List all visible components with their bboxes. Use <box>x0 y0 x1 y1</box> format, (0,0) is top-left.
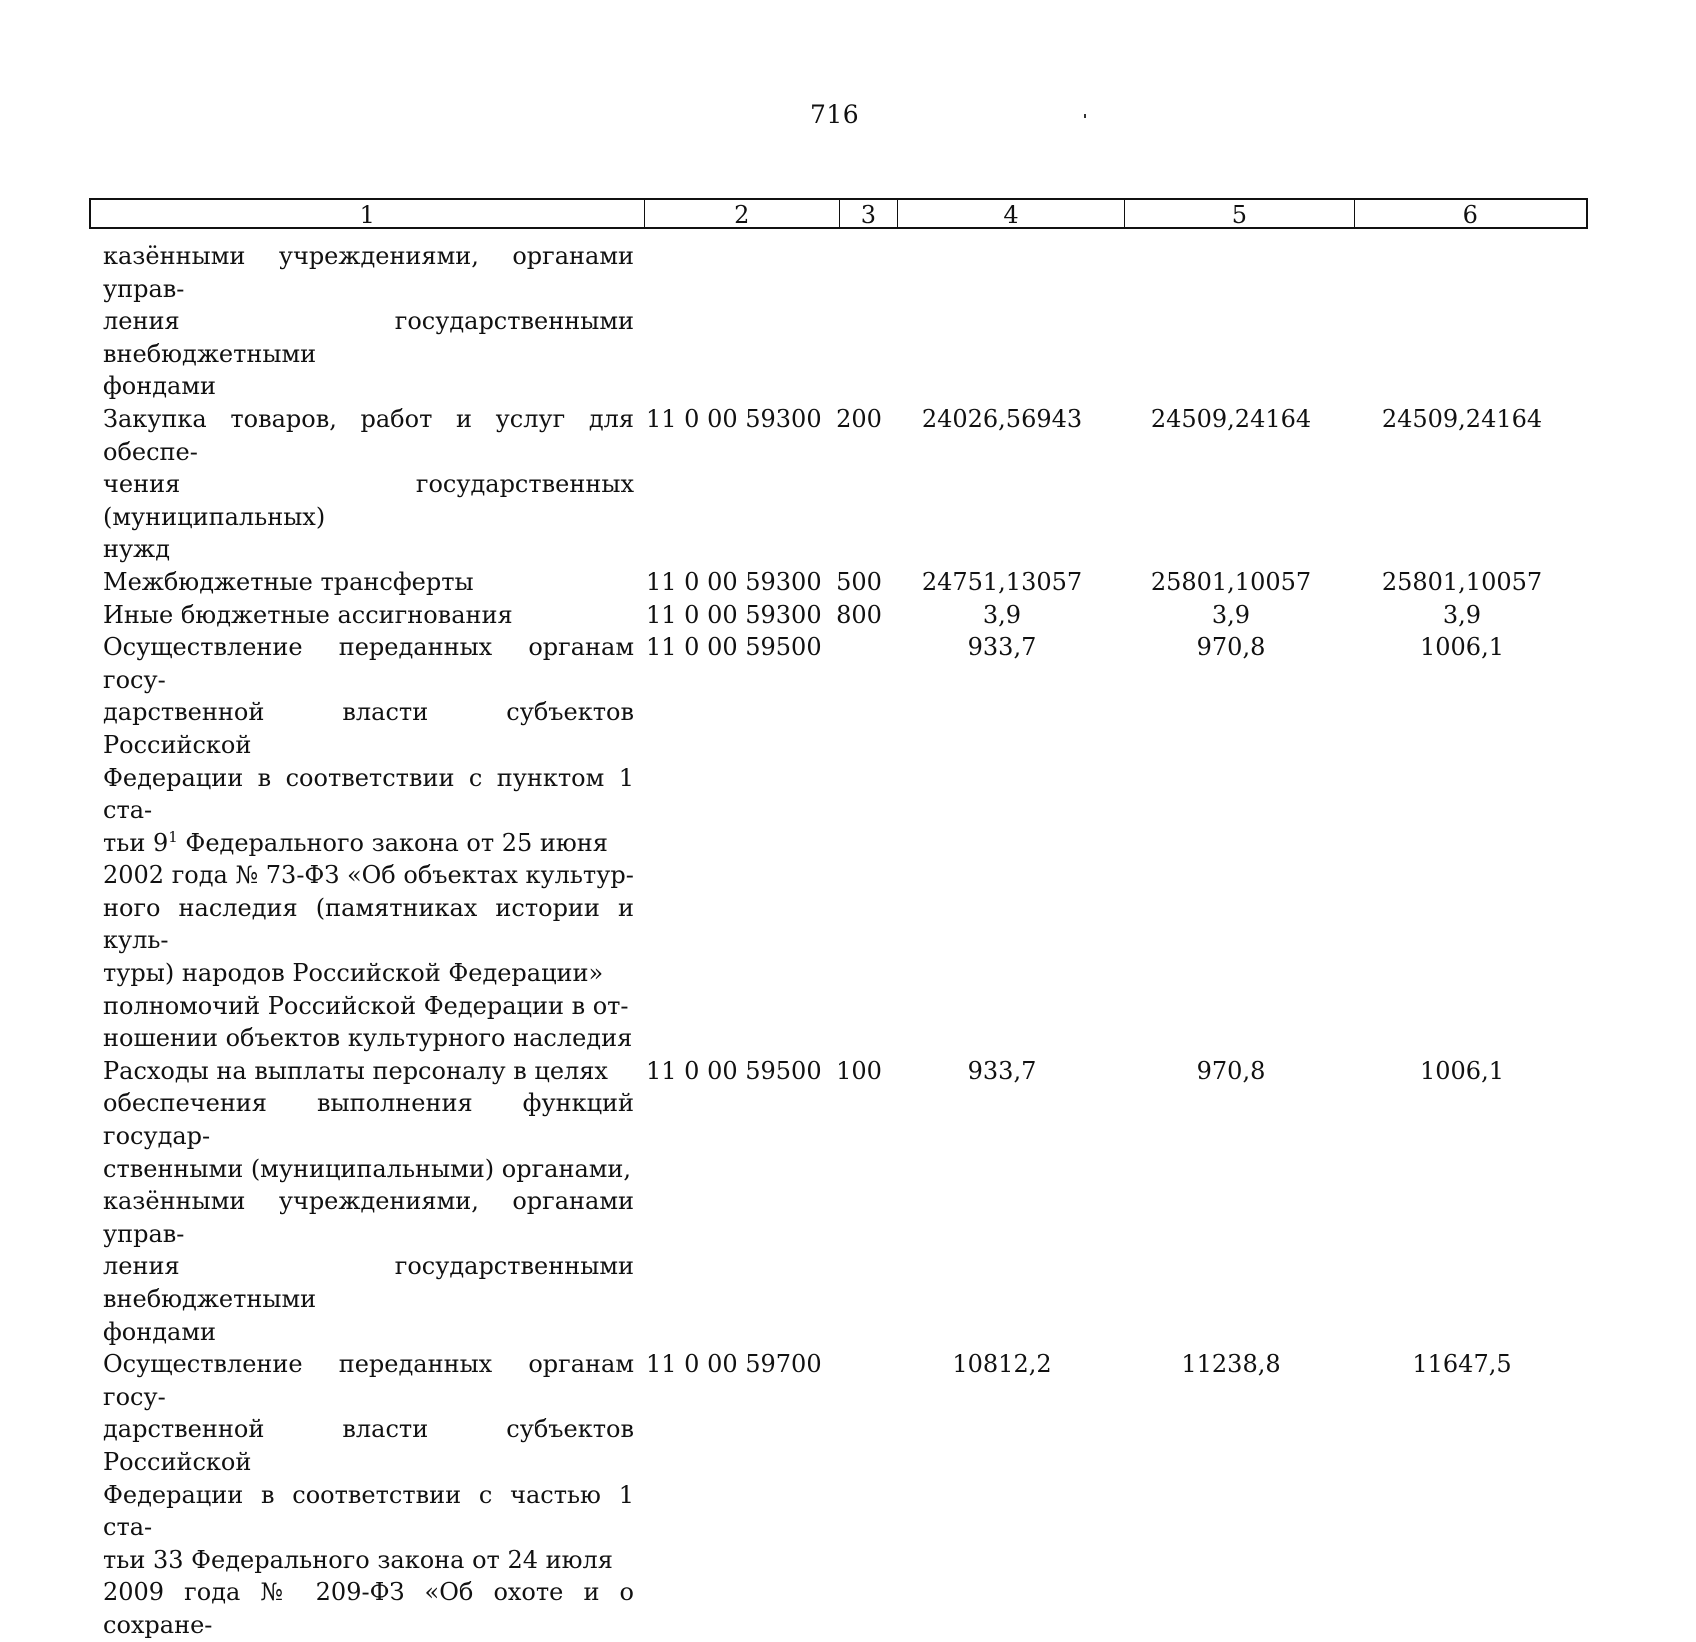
row-expense-type: 100 <box>836 1056 882 1085</box>
table-header <box>89 198 1588 229</box>
description-line: фондами <box>103 1317 216 1346</box>
row-value-col-4: 10812,2 <box>952 1350 1052 1379</box>
table-row <box>89 631 1588 1055</box>
row-target-code: 11 0 00 59500 <box>646 633 822 662</box>
row-value-col-5: 3,9 <box>1211 600 1251 629</box>
header-col-1: 1 <box>91 200 645 227</box>
row-value-col-5: 970,8 <box>1196 633 1266 662</box>
description-line: ления государственными внебюджетными <box>103 307 634 368</box>
row-value-col-6: 25801,10057 <box>1381 567 1543 596</box>
row-target-code: 11 0 00 59300 <box>646 404 822 433</box>
row-value-col-5: 970,8 <box>1196 1056 1266 1085</box>
row-description <box>89 403 634 566</box>
table-row <box>89 566 1588 599</box>
row-expense-type: 500 <box>836 567 882 596</box>
description-line: ношении объектов культурного наследия <box>103 1024 633 1053</box>
row-value-col-6: 11647,5 <box>1412 1350 1512 1379</box>
row-value-col-4: 24751,13057 <box>921 567 1083 596</box>
description-line: 2009 года № 209-ФЗ «Об охоте и о сохране- <box>103 1578 634 1639</box>
header-col-3: 3 <box>840 200 898 227</box>
page-number: 716 <box>810 100 860 129</box>
row-description <box>89 566 634 599</box>
row-value-col-6: 3,9 <box>1442 600 1482 629</box>
row-value-col-4: 933,7 <box>967 633 1037 662</box>
description-line: полномочий Российской Федерации в от- <box>103 991 629 1020</box>
description-line: фондами <box>103 372 216 401</box>
scan-speck <box>1084 114 1086 118</box>
row-description <box>89 599 634 632</box>
description-line: обеспечения выполнения функций государ- <box>103 1089 634 1151</box>
row-value-col-4: 3,9 <box>982 600 1022 629</box>
description-line: Закупка товаров, работ и услуг для обеспе- <box>103 404 634 466</box>
description-line: туры) народов Российской Федерации» <box>103 959 604 988</box>
header-col-2: 2 <box>645 200 840 227</box>
table-row <box>89 599 1588 632</box>
table-row <box>89 240 1588 403</box>
row-target-code: 11 0 00 59500 <box>646 1056 822 1085</box>
row-value-col-4: 933,7 <box>967 1056 1037 1085</box>
description-line: чения государственных (муниципальных) <box>103 470 634 531</box>
table-row <box>89 1348 1588 1641</box>
row-value-col-6: 24509,24164 <box>1381 404 1543 433</box>
description-line: дарственной власти субъектов Российской <box>103 1415 634 1476</box>
description-line: Иные бюджетные ассигнования <box>103 600 513 629</box>
row-expense-type: 200 <box>836 404 882 433</box>
description-line: Осуществление переданных органам госу- <box>103 1350 634 1411</box>
row-target-code: 11 0 00 59700 <box>646 1350 822 1379</box>
description-line: Межбюджетные трансферты <box>103 567 474 596</box>
description-line: Федерации в соответствии с пунктом 1 ста- <box>103 763 634 825</box>
row-description <box>89 631 634 1055</box>
description-line: Расходы на выплаты персоналу в целях <box>103 1056 608 1085</box>
row-value-col-6: 1006,1 <box>1420 633 1504 662</box>
row-value-col-4: 24026,56943 <box>921 404 1083 433</box>
description-line: казёнными учреждениями, органами управ- <box>103 242 634 303</box>
header-col-4: 4 <box>898 200 1125 227</box>
row-description <box>89 1348 634 1641</box>
row-target-code: 11 0 00 59300 <box>646 600 822 629</box>
description-line: 2002 года № 73-ФЗ «Об объектах культур- <box>103 861 634 890</box>
header-col-6: 6 <box>1462 201 1478 229</box>
row-value-col-5: 25801,10057 <box>1150 567 1312 596</box>
description-line: ления государственными внебюджетными <box>103 1252 634 1313</box>
description-line: ственными (муниципальными) органами, <box>103 1154 632 1183</box>
row-target-code: 11 0 00 59300 <box>646 567 822 596</box>
row-description <box>89 1055 634 1348</box>
table-row <box>89 1055 1588 1348</box>
table-body <box>89 240 1588 1642</box>
row-value-col-5: 11238,8 <box>1181 1350 1281 1379</box>
description-line: казёнными учреждениями, органами управ- <box>103 1187 634 1248</box>
header-col-5: 5 <box>1125 200 1354 227</box>
row-value-col-6: 1006,1 <box>1420 1056 1504 1085</box>
description-line: тьи 33 Федерального закона от 24 июля <box>103 1545 613 1574</box>
description-line: Федерации в соответствии с частью 1 ста- <box>103 1480 634 1542</box>
table-row <box>89 403 1588 566</box>
description-line: дарственной власти субъектов Российской <box>103 698 634 759</box>
row-description <box>89 240 634 403</box>
row-value-col-5: 24509,24164 <box>1150 404 1312 433</box>
description-line: ного наследия (памятниках истории и куль- <box>103 893 634 955</box>
description-line: Осуществление переданных органам госу- <box>103 633 634 694</box>
description-line: нужд <box>103 535 170 564</box>
row-expense-type: 800 <box>836 600 882 629</box>
description-line: тьи $9^1$ Федерального закона от 25 июня <box>103 827 608 857</box>
